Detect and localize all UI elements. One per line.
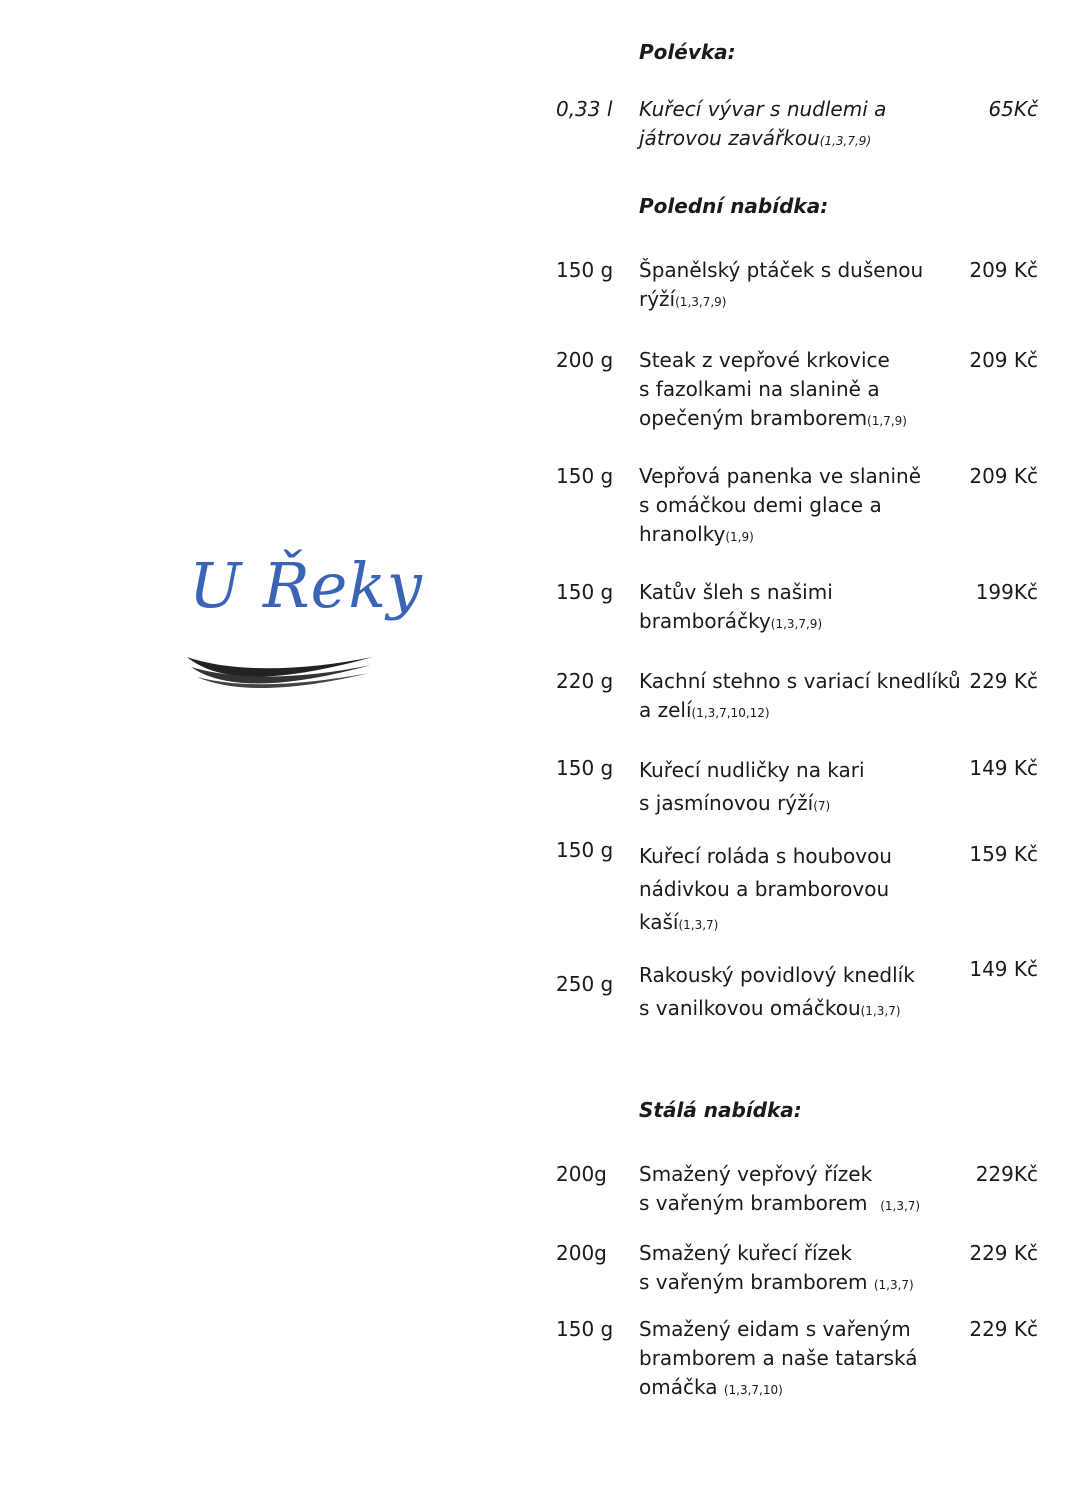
lunch-item-allergens: (1,3,7,9): [675, 295, 727, 309]
lunch-item-desc-line: nádivkou a bramborovou: [639, 877, 890, 901]
lunch-item-desc-line: s vanilkovou omáčkou: [639, 996, 861, 1020]
lunch-item-desc-line: rýží: [639, 287, 676, 311]
lunch-item-description: [639, 754, 959, 823]
standing-item-desc-line: Smažený eidam s vařeným: [639, 1317, 911, 1341]
lunch-item-price: 209 Kč: [969, 258, 1038, 282]
standing-item-desc-line: omáčka: [639, 1375, 724, 1399]
lunch-item-desc-line: a zelí: [639, 698, 692, 722]
lunch-item-price: 209 Kč: [969, 464, 1038, 488]
lunch-item-allergens: (7): [813, 799, 831, 813]
soup-weight: 0,33 l: [556, 97, 613, 121]
standing-item-desc-line: Smažený kuřecí řízek: [639, 1241, 852, 1265]
lunch-item-allergens: (1,9): [725, 530, 754, 544]
standing-item-desc-line: bramborem a naše tatarská: [639, 1346, 918, 1370]
standing-heading: Stálá nabídka:: [639, 1098, 802, 1122]
lunch-item-desc-line: opečeným bramborem: [639, 406, 868, 430]
lunch-item-description: [639, 462, 959, 552]
lunch-item-desc-line: s fazolkami na slanině a: [639, 377, 880, 401]
standing-item-allergens: (1,3,7,10): [723, 1383, 783, 1397]
restaurant-logo: [183, 549, 423, 700]
lunch-item-weight: 150 g: [556, 464, 614, 488]
lunch-item-desc-line: Kuřecí nudličky na kari: [639, 758, 865, 782]
lunch-item-desc-line: kaší: [639, 910, 679, 934]
standing-item-desc-line: s vařeným bramborem: [639, 1191, 881, 1215]
standing-item-description: [639, 1315, 959, 1405]
standing-item-weight: 150 g: [556, 1317, 614, 1341]
standing-item-description: [639, 1160, 959, 1221]
lunch-item-weight: 150 g: [556, 838, 614, 862]
soup-desc-line-1: Kuřecí vývar s nudlemi a: [639, 97, 887, 121]
lunch-item-description: [639, 959, 959, 1028]
standing-item-desc-line: Smažený vepřový řízek: [639, 1162, 873, 1186]
lunch-item-allergens: (1,3,7,10,12): [691, 706, 770, 720]
lunch-item-description: [639, 346, 959, 436]
standing-item-price: 229 Kč: [969, 1241, 1038, 1265]
lunch-item-desc-line: Steak z vepřové krkovice: [639, 348, 890, 372]
lunch-item-description: [639, 840, 959, 942]
lunch-item-allergens: (1,3,7): [860, 1004, 901, 1018]
lunch-item-desc-line: Španělský ptáček s dušenou: [639, 258, 924, 282]
lunch-item-price: 159 Kč: [969, 842, 1038, 866]
lunch-item-description: [639, 578, 959, 639]
lunch-item-price: 149 Kč: [969, 756, 1038, 780]
lunch-item-allergens: (1,3,7,9): [770, 617, 823, 631]
lunch-item-allergens: (1,7,9): [867, 414, 907, 428]
lunch-item-weight: 200 g: [556, 348, 614, 372]
soup-description: [639, 95, 959, 156]
lunch-item-desc-line: Kachní stehno s variací knedlíků: [639, 669, 961, 693]
lunch-item-desc-line: Vepřová panenka ve slanině: [639, 464, 921, 488]
soup-heading: Polévka:: [639, 40, 736, 64]
lunch-item-weight: 150 g: [556, 580, 614, 604]
soup-allergens: (1,3,7,9): [819, 134, 872, 148]
standing-item-desc-line: s vařeným bramborem: [639, 1270, 874, 1294]
lunch-item-desc-line: hranolky: [639, 522, 726, 546]
lunch-item-desc-line: bramboráčky: [639, 609, 771, 633]
standing-item-description: [639, 1239, 959, 1300]
lunch-item-weight: 220 g: [556, 669, 614, 693]
standing-item-weight: 200g: [556, 1241, 607, 1265]
lunch-item-price: 199Kč: [975, 580, 1038, 604]
standing-item-price: 229Kč: [975, 1162, 1038, 1186]
logo-text: U Řeky: [189, 549, 423, 622]
soup-price: 65Kč: [988, 97, 1038, 121]
standing-item-allergens: (1,3,7): [873, 1278, 914, 1292]
standing-item-allergens: (1,3,7): [880, 1199, 921, 1213]
lunch-item-weight: 150 g: [556, 258, 614, 282]
lunch-item-description: [639, 256, 959, 317]
standing-item-price: 229 Kč: [969, 1317, 1038, 1341]
wave-logo-icon: [183, 647, 378, 693]
lunch-item-weight: 150 g: [556, 756, 614, 780]
soup-desc-line-2: játrovou zavářkou: [639, 126, 820, 150]
lunch-item-price: 229 Kč: [969, 669, 1038, 693]
standing-item-weight: 200g: [556, 1162, 607, 1186]
lunch-item-desc-line: Rakouský povidlový knedlík: [639, 963, 915, 987]
lunch-item-weight: 250 g: [556, 972, 614, 996]
lunch-item-desc-line: Kuřecí roláda s houbovou: [639, 844, 892, 868]
lunch-item-desc-line: s jasmínovou rýží: [639, 791, 814, 815]
lunch-heading: Polední nabídka:: [639, 194, 829, 218]
lunch-item-desc-line: Katův šleh s našimi: [639, 580, 833, 604]
lunch-item-allergens: (1,3,7): [678, 918, 719, 932]
lunch-item-description: [639, 667, 959, 728]
lunch-item-price: 149 Kč: [969, 957, 1038, 981]
lunch-item-desc-line: s omáčkou demi glace a: [639, 493, 882, 517]
lunch-item-price: 209 Kč: [969, 348, 1038, 372]
